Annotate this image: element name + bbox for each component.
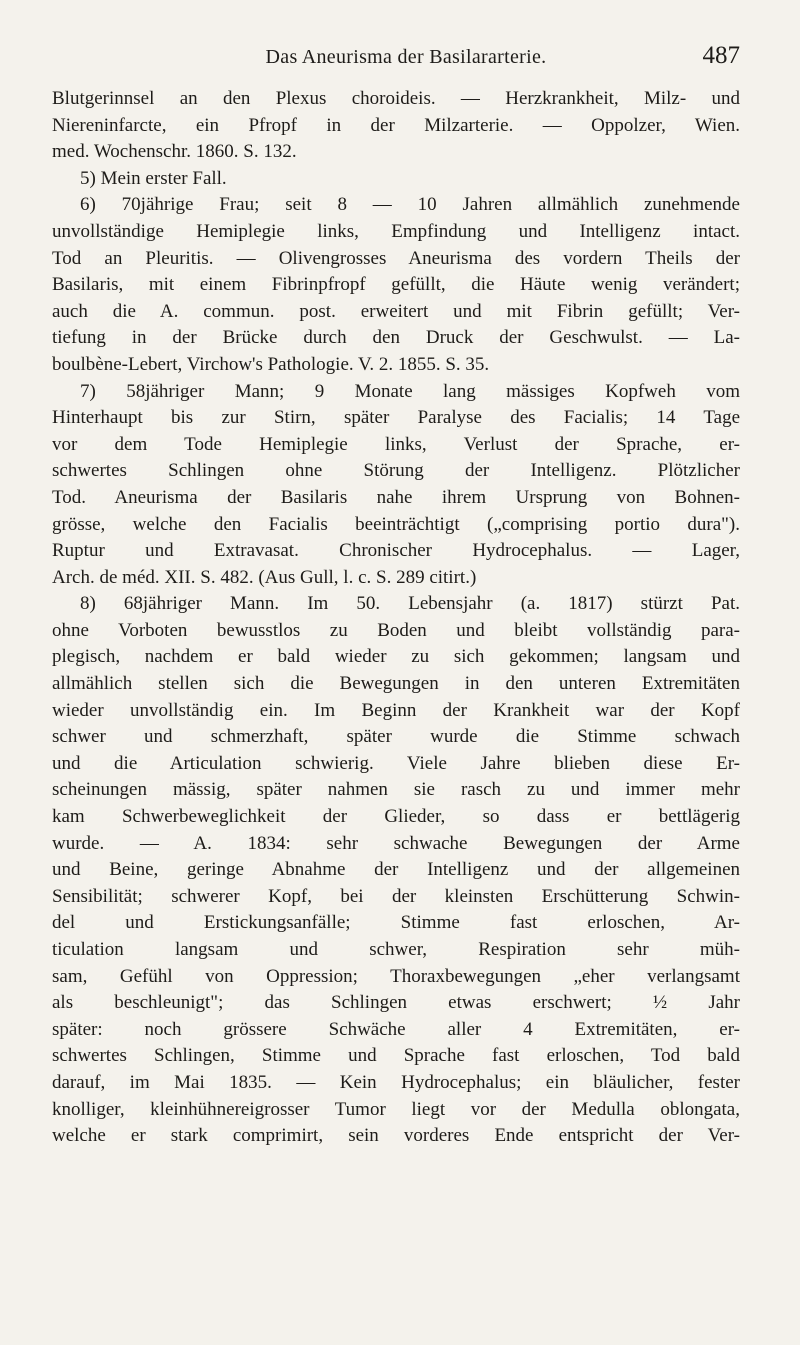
text-line: sam, Gefühl von Oppression; Thoraxbewegungen „eher verlangsamt — [52, 965, 740, 987]
text-line: Tod an Pleuritis. — Olivengrosses Aneurisma des vordern Theils der — [52, 247, 740, 269]
text-line: und die Articulation schwierig. Viele Jahre blieben diese Er- — [52, 752, 740, 774]
text-line: als beschleunigt"; das Schlingen etwas erschwert; ½ Jahr — [52, 992, 740, 1014]
body-text — [52, 86, 740, 1150]
text-line: tiefung in der Brücke durch den Druck der Geschwulst. — La- — [52, 327, 740, 349]
text-line: Sensibilität; schwerer Kopf, bei der kleinsten Erschütterung Schwin- — [52, 885, 740, 907]
page-number: 487 — [702, 42, 740, 69]
text-line: wieder unvollständig ein. Im Beginn der Krankheit war der Kopf — [52, 699, 740, 721]
text-line: später: noch grössere Schwäche aller 4 Extremitäten, er- — [52, 1018, 740, 1040]
text-line: 7) 58jähriger Mann; 9 Monate lang mässiges Kopfweh vom — [80, 380, 740, 402]
text-line: Ruptur und Extravasat. Chronischer Hydrocephalus. — Lager, — [52, 540, 740, 562]
text-line: welche er stark comprimirt, sein vorderes Ende entspricht der Ver- — [52, 1125, 740, 1147]
text-line: 8) 68jähriger Mann. Im 50. Lebensjahr (a. 1817) stürzt Pat. — [80, 593, 740, 615]
text-line: kam Schwerbeweglichkeit der Glieder, so dass er bettlägerig — [52, 806, 740, 828]
text-line: Basilaris, mit einem Fibrinpfropf gefüllt, die Häute wenig verändert; — [52, 274, 740, 296]
text-line: Hinterhaupt bis zur Stirn, später Paralyse des Facialis; 14 Tage — [52, 407, 740, 429]
running-header — [72, 40, 740, 74]
text-line: del und Erstickungsanfälle; Stimme fast erloschen, Ar- — [52, 912, 740, 934]
text-line: darauf, im Mai 1835. — Kein Hydrocephalus; ein bläulicher, fester — [52, 1071, 740, 1093]
running-title: Das Aneurisma der Basilararterie. — [265, 46, 547, 68]
text-line: auch die A. commun. post. erweitert und mit Fibrin gefüllt; Ver- — [52, 300, 740, 322]
text-line: Tod. Aneurisma der Basilaris nahe ihrem Ursprung von Bohnen- — [52, 486, 740, 508]
text-line: Blutgerinnsel an den Plexus choroideis. — Herzkrankheit, Milz- und — [52, 88, 740, 109]
text-line: vor dem Tode Hemiplegie links, Verlust der Sprache, er- — [52, 433, 740, 455]
text-line: 5) Mein erster Fall. — [80, 167, 227, 189]
text-line: plegisch, nachdem er bald wieder zu sich gekommen; langsam und — [52, 646, 740, 668]
text-line: unvollständige Hemiplegie links, Empfindung und Intelligenz intact. — [52, 220, 740, 242]
text-line: knolliger, kleinhühnereigrosser Tumor liegt vor der Medulla oblongata, — [52, 1098, 740, 1120]
text-line: scheinungen mässig, später nahmen sie rasch zu und immer mehr — [52, 779, 740, 801]
text-line: ticulation langsam und schwer, Respiration sehr müh- — [52, 939, 740, 960]
text-line: boulbène-Lebert, Virchow's Pathologie. V. 2. 1855. S. 35. — [52, 353, 490, 375]
text-line: grösse, welche den Facialis beeinträchtigt („comprising portio dura"). — [52, 513, 740, 535]
text-line: wurde. — A. 1834: sehr schwache Bewegungen der Arme — [52, 832, 740, 854]
text-line: schwer und schmerzhaft, später wurde die Stimme schwach — [52, 726, 740, 748]
text-line: allmählich stellen sich die Bewegungen in den unteren Extremitäten — [52, 673, 740, 695]
text-line: und Beine, geringe Abnahme der Intelligenz und der allgemeinen — [52, 859, 740, 881]
text-line: 6) 70jährige Frau; seit 8 — 10 Jahren allmählich zunehmende — [80, 194, 740, 216]
text-line: ohne Vorboten bewusstlos zu Boden und bleibt vollständig para- — [52, 619, 740, 641]
text-line: schwertes Schlingen, Stimme und Sprache fast erloschen, Tod bald — [52, 1045, 740, 1067]
text-line: Arch. de méd. XII. S. 482. (Aus Gull, l. c. S. 289 citirt.) — [52, 566, 477, 588]
text-line: med. Wochenschr. 1860. S. 132. — [52, 141, 297, 163]
text-line: schwertes Schlingen ohne Störung der Intelligenz. Plötzlicher — [52, 460, 740, 482]
text-line: Niereninfarcte, ein Pfropf in der Milzarterie. — Oppolzer, Wien. — [52, 114, 740, 136]
